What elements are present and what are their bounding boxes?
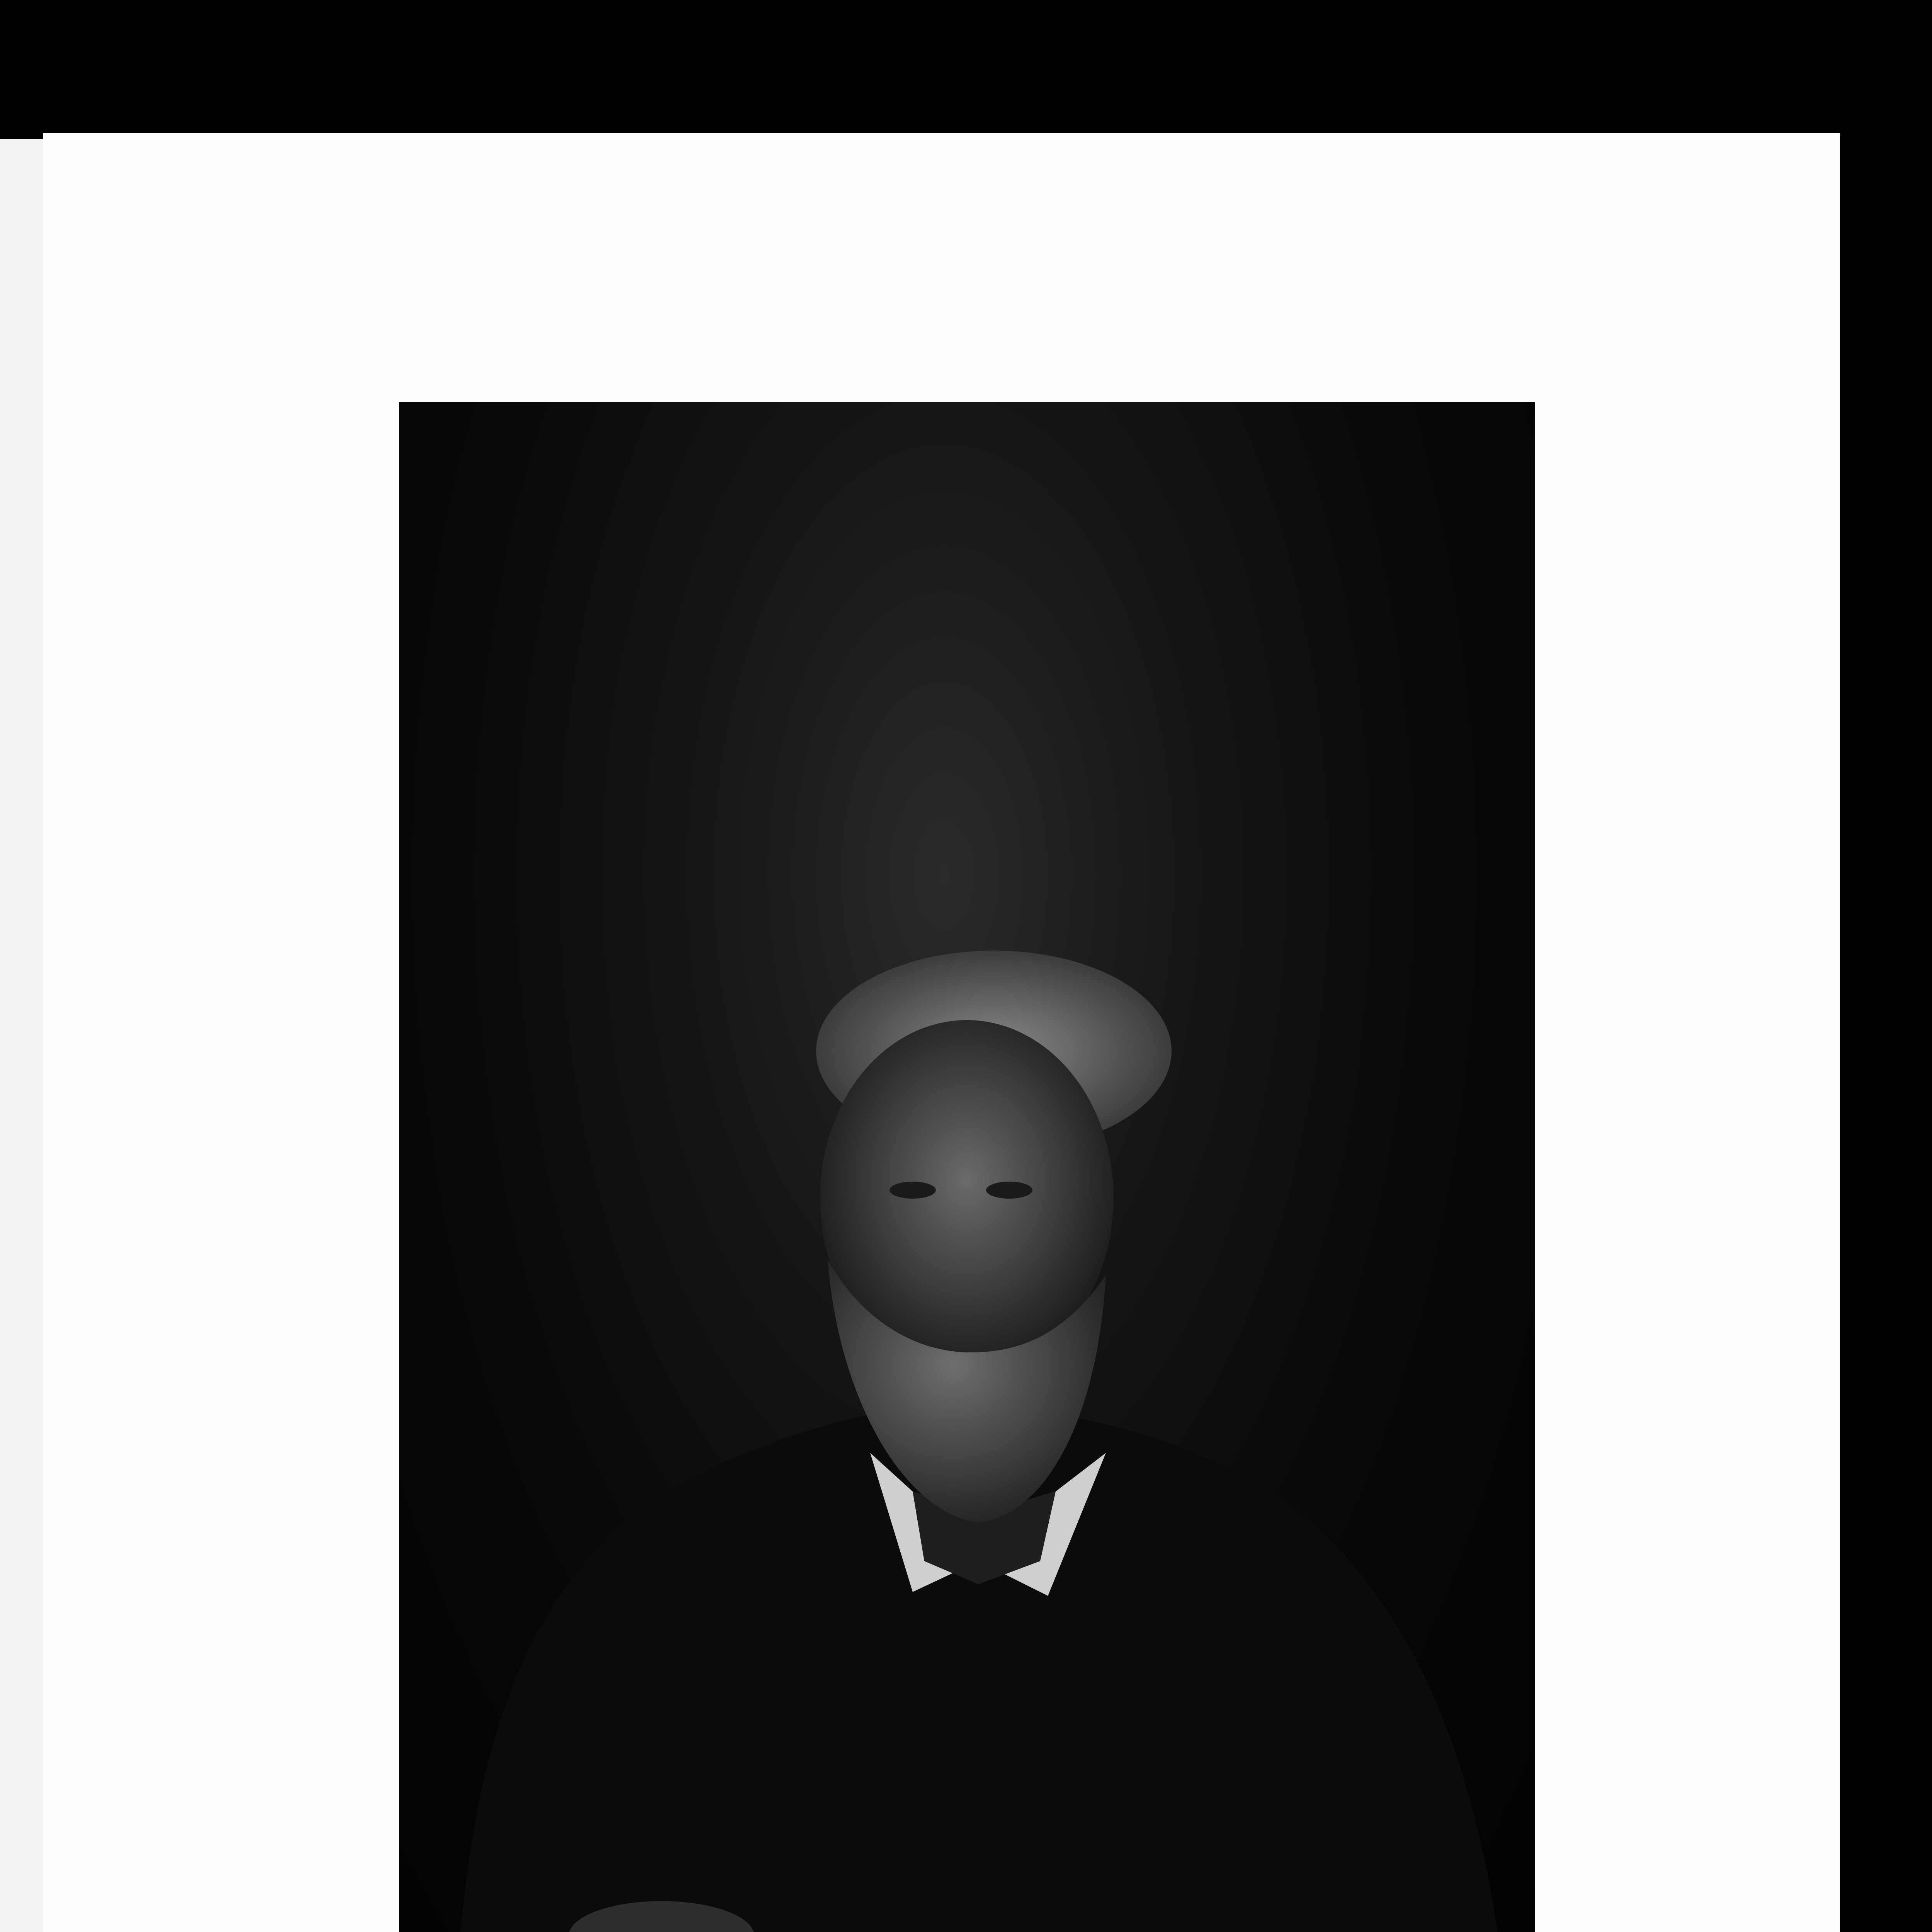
magazine-page xyxy=(43,133,1840,1932)
portrait-photo-icon xyxy=(399,402,1535,1932)
portrait-photo xyxy=(399,402,1535,1932)
